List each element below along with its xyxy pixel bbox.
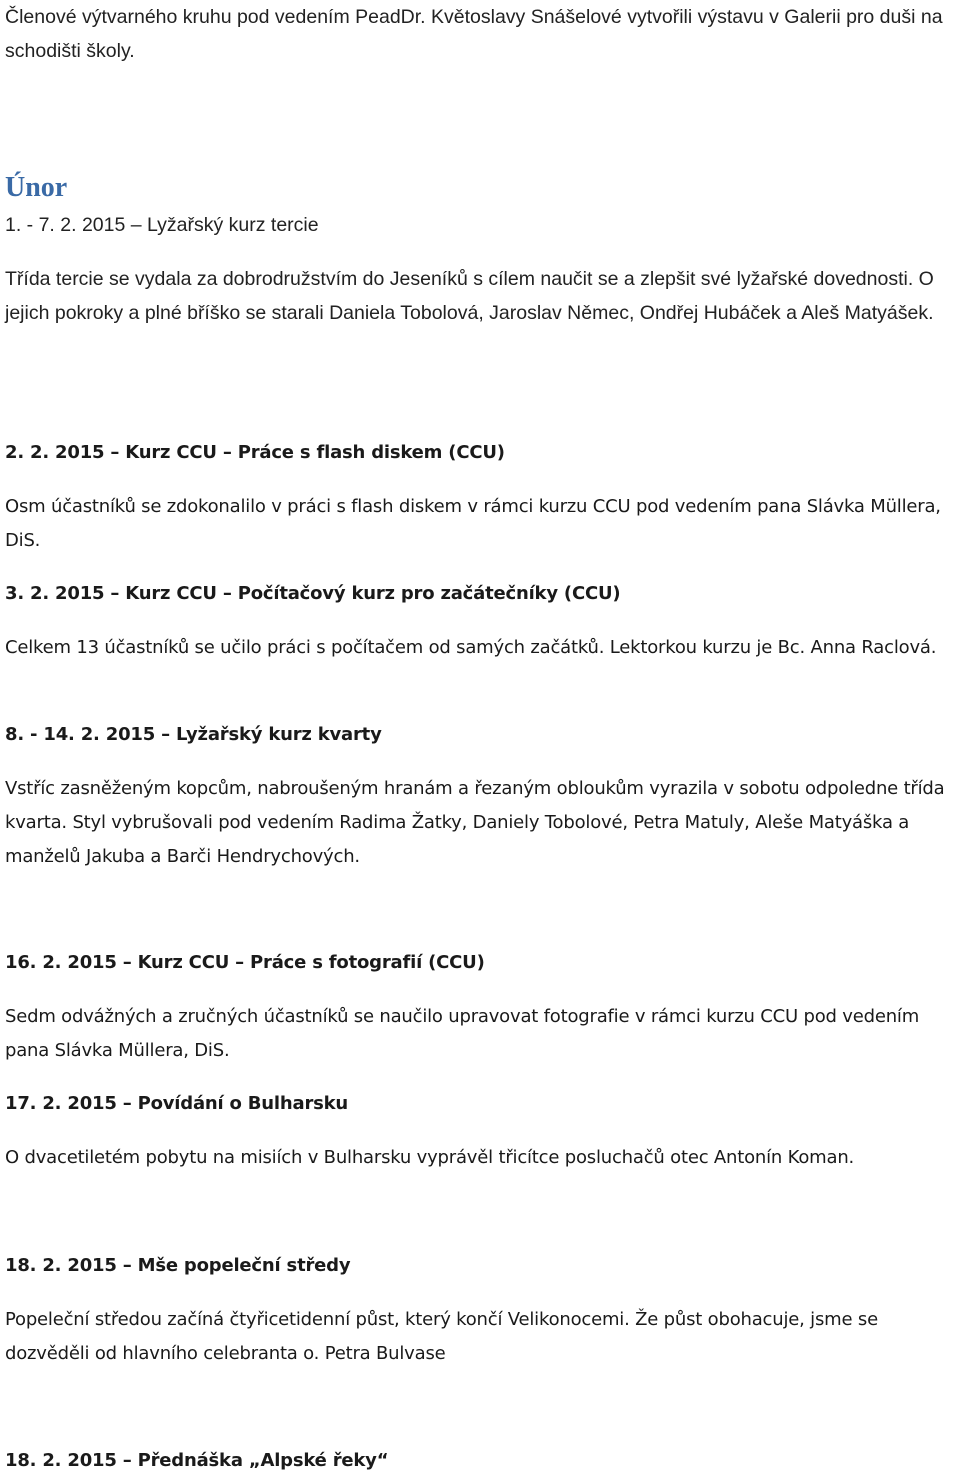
event-heading-4: 8. - 14. 2. 2015 – Lyžařský kurz kvarty <box>5 724 382 745</box>
month-heading: Únor <box>5 172 68 203</box>
event-heading-3: 3. 2. 2015 – Kurz CCU – Počítačový kurz pro začátečníky (CCU) <box>5 583 621 604</box>
event-heading-6: 17. 2. 2015 – Povídání o Bulharsku <box>5 1093 349 1114</box>
event-text-3: Celkem 13 účastníků se učilo práci s počítačem od samých začátků. Lektorkou kurzu je Bc. Anna Raclová. <box>5 637 937 658</box>
intro-paragraph: Členové výtvarného kruhu pod vedením PeadDr. Květoslavy Snášelové vytvořili výstavu v Galerii pro duši na schodišti školy. <box>5 6 943 62</box>
event-text-2: Osm účastníků se zdokonalilo v práci s flash diskem v rámci kurzu CCU pod vedením pana Slávka Müllera, DiS. <box>5 496 941 551</box>
event-text-1: Třída tercie se vydala za dobrodružstvím do Jeseníků s cílem naučit se a zlepšit své lyžařské dovednosti. O jejich pokroky a plné bříško se starali Daniela Tobolová, Jaroslav Němec, Ondřej Hubáček a Aleš Matyášek. <box>5 268 934 324</box>
event-heading-5: 16. 2. 2015 – Kurz CCU – Práce s fotografií (CCU) <box>5 952 485 973</box>
event-text-6: O dvacetiletém pobytu na misiích v Bulharsku vyprávěl třicítce posluchačů otec Antonín Koman. <box>5 1147 855 1168</box>
event-heading-2: 2. 2. 2015 – Kurz CCU – Práce s flash diskem (CCU) <box>5 442 505 463</box>
event-text-5: Sedm odvážných a zručných účastníků se naučilo upravovat fotografie v rámci kurzu CCU pod vedením pana Slávka Müllera, DiS. <box>5 1006 920 1061</box>
event-heading-1: 1. - 7. 2. 2015 – Lyžařský kurz tercie <box>5 214 319 236</box>
event-text-4: Vstříc zasněženým kopcům, nabroušeným hranám a řezaným obloukům vyrazila v sobotu odpoledne třída kvarta. Styl vybrušovali pod vedením Radima Žatky, Daniely Tobolové, Petra Matuly, Aleše Matyáška a manželů Jakuba a Barči Hendrychových. <box>5 778 945 867</box>
event-heading-7: 18. 2. 2015 – Mše popeleční středy <box>5 1255 351 1276</box>
event-heading-8: 18. 2. 2015 – Přednáška „Alpské řeky“ <box>5 1450 389 1471</box>
event-text-7: Popeleční středou začíná čtyřicetidenní půst, který končí Velikonocemi. Že půst obohacuje, jsme se dozvěděli od hlavního celebranta o. Petra Bulvase <box>5 1309 878 1364</box>
